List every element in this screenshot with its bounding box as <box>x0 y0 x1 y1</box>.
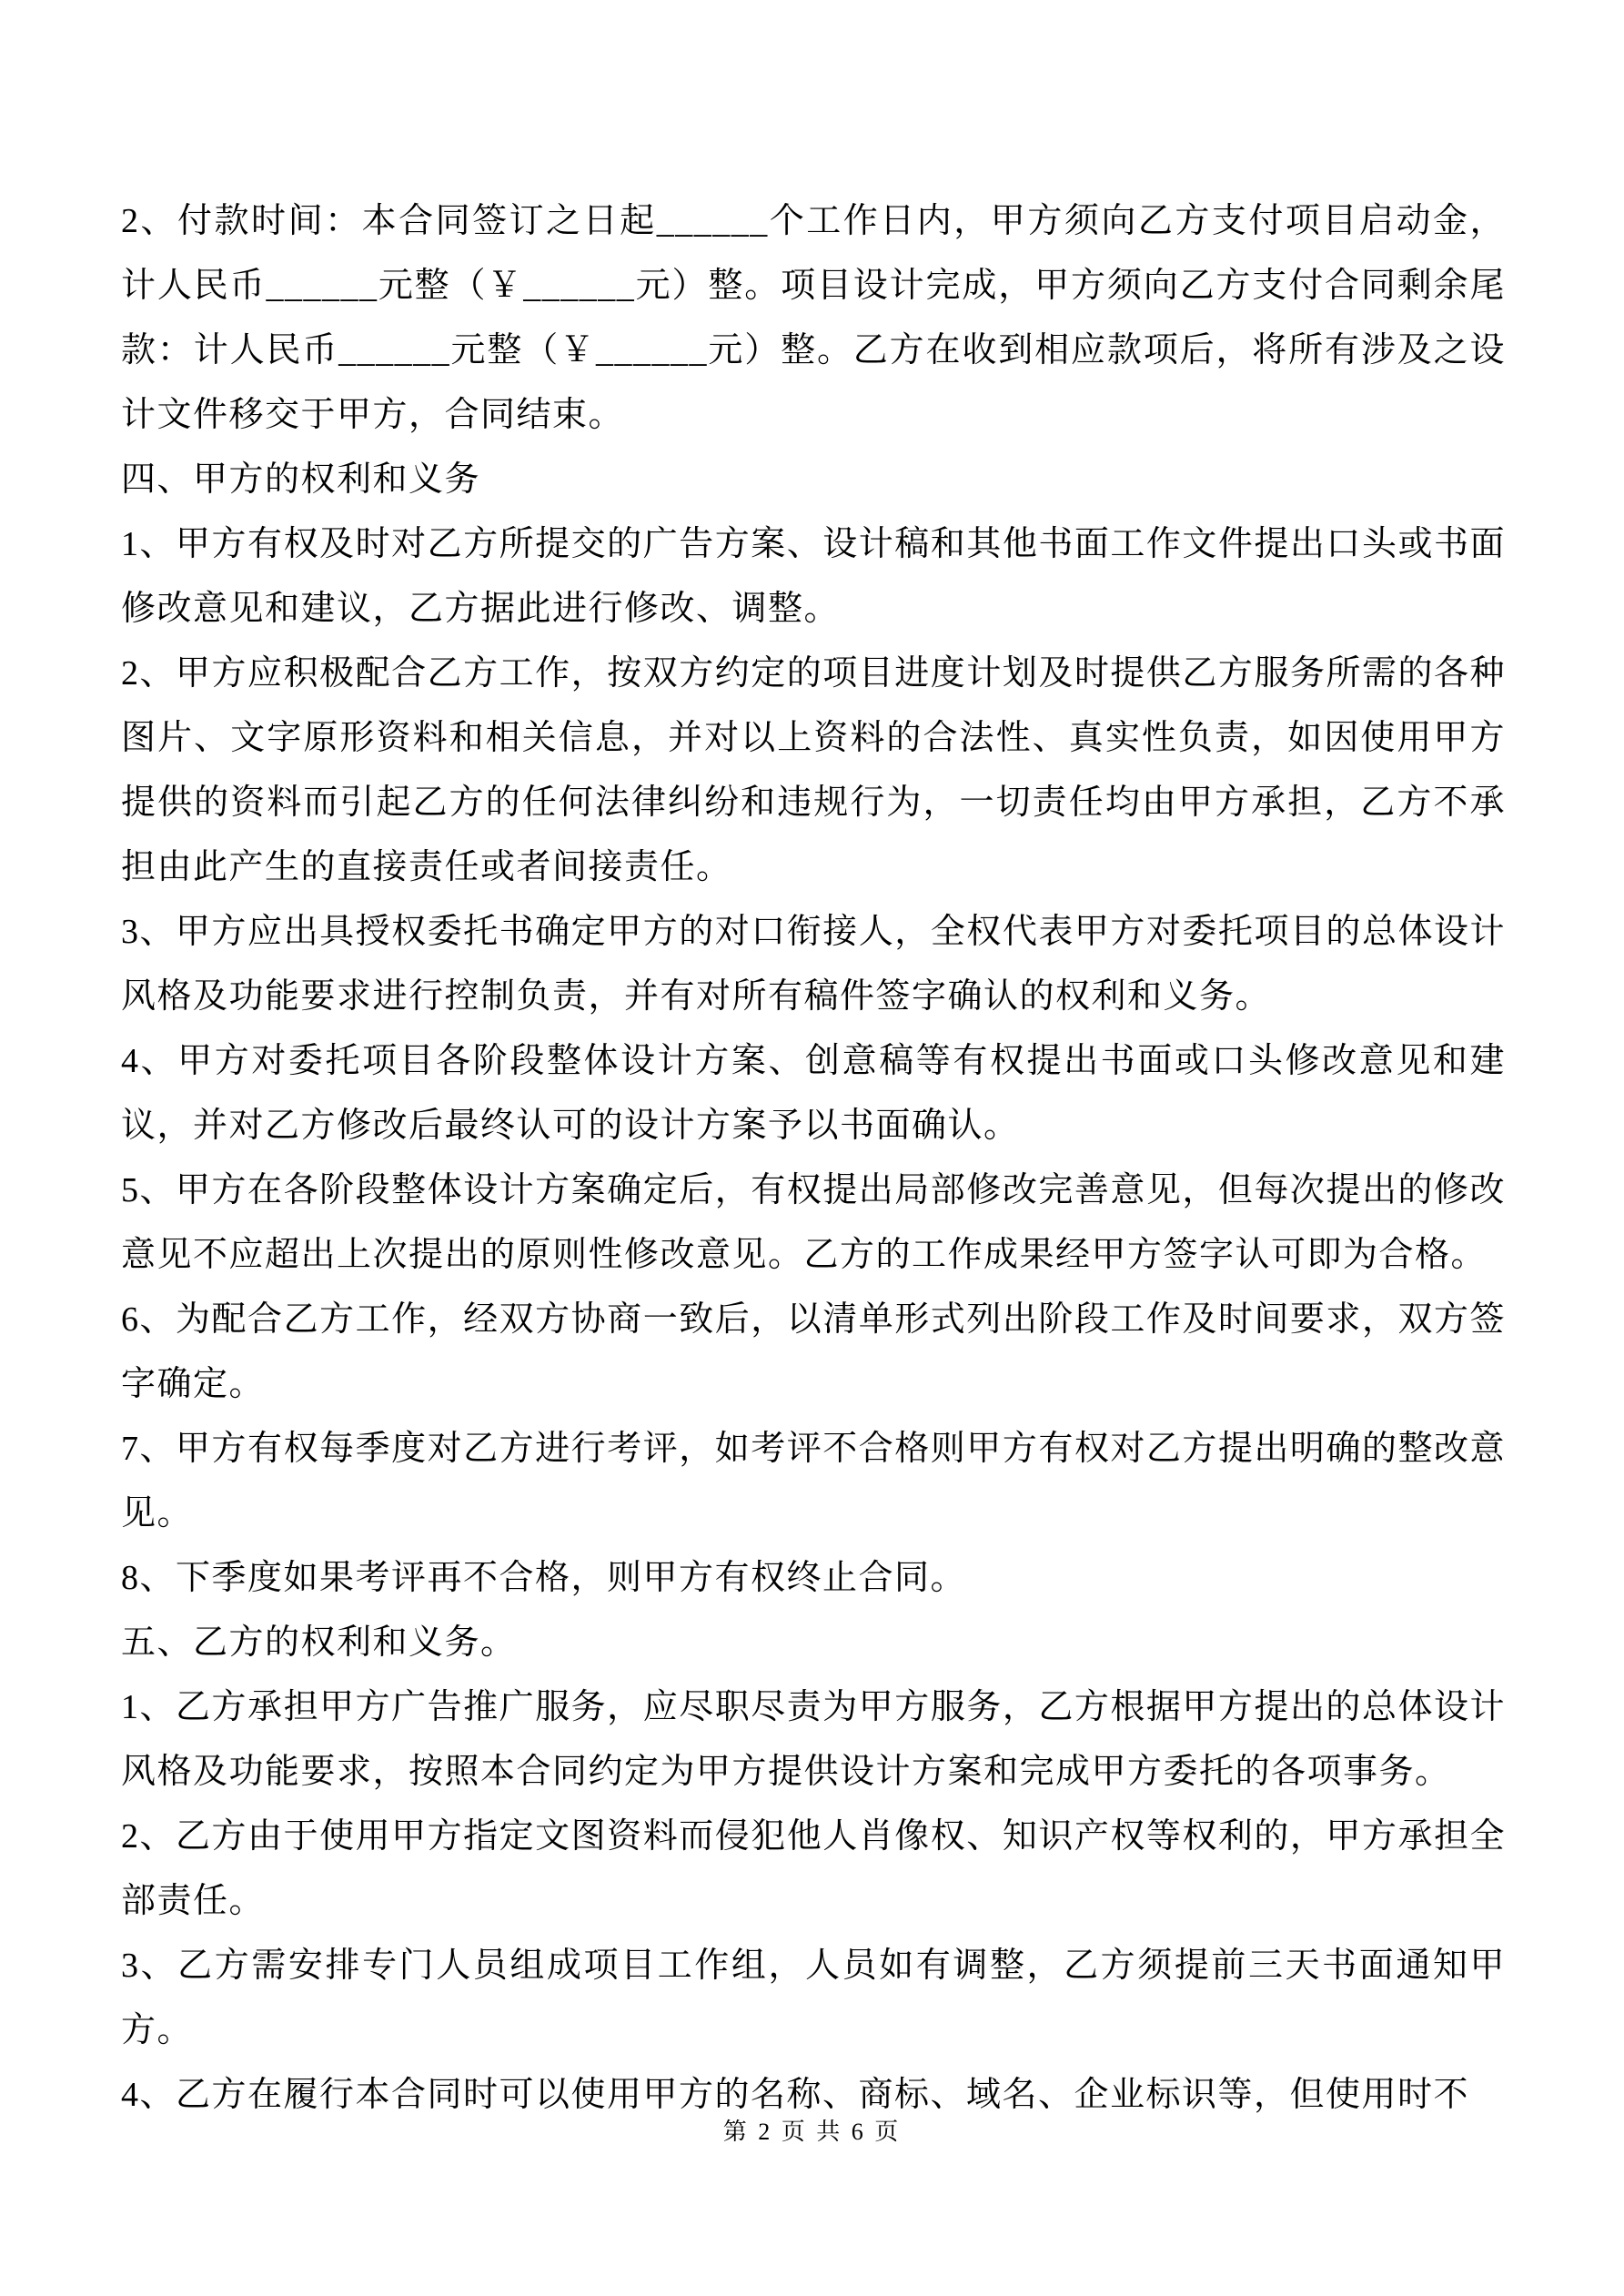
party-a-clause-2: 2、甲方应积极配合乙方工作，按双方约定的项目进度计划及时提供乙方服务所需的各种图片、文字原形资料和相关信息，并对以上资料的合法性、真实性负责，如因使用甲方提供的资料而引起乙方的任何法律纠纷和违规行为，一切责任均由甲方承担，乙方不承担由此产生的直接责任或者间接责任。 <box>121 654 1506 886</box>
party-a-clause-7: 7、甲方有权每季度对乙方进行考评，如考评不合格则甲方有权对乙方提出明确的整改意见。 <box>121 1430 1506 1532</box>
party-a-clause-4: 4、甲方对委托项目各阶段整体设计方案、创意稿等有权提出书面或口头修改意见和建议，并对乙方修改后最终认可的设计方案予以书面确认。 <box>121 1042 1506 1145</box>
party-a-clause-5: 5、甲方在各阶段整体设计方案确定后，有权提出局部修改完善意见，但每次提出的修改意见不应超出上次提出的原则性修改意见。乙方的工作成果经甲方签字认可即为合格。 <box>121 1171 1506 1274</box>
party-b-clause-2: 2、乙方由于使用甲方指定文图资料而侵犯他人肖像权、知识产权等权利的，甲方承担全部责任。 <box>121 1817 1506 1920</box>
party-b-clause-3: 3、乙方需安排专门人员组成项目工作组，人员如有调整，乙方须提前三天书面通知甲方。 <box>121 1947 1506 2049</box>
party-a-clause-6: 6、为配合乙方工作，经双方协商一致后，以清单形式列出阶段工作及时间要求，双方签字确定。 <box>121 1300 1506 1403</box>
party-b-clause-1: 1、乙方承担甲方广告推广服务，应尽职尽责为甲方服务，乙方根据甲方提出的总体设计风格及功能要求，按照本合同约定为甲方提供设计方案和完成甲方委托的各项事务。 <box>121 1688 1506 1791</box>
payment-terms-paragraph: 2、付款时间：本合同签订之日起______个工作日内，甲方须向乙方支付项目启动金，计人民币______元整（￥______元）整。项目设计完成，甲方须向乙方支付合同剩余尾款：计人民币______元整（￥______元）整。乙方在收到相应款项后，将所有涉及之设计文件移交于甲方，合同结束。 <box>121 202 1506 434</box>
page-number-footer: 第 2 页 共 6 页 <box>722 2119 902 2145</box>
document-body <box>121 189 1506 2128</box>
section-heading-party-a-rights: 四、甲方的权利和义务 <box>121 460 481 499</box>
party-a-clause-3: 3、甲方应出具授权委托书确定甲方的对口衔接人，全权代表甲方对委托项目的总体设计风格及功能要求进行控制负责，并有对所有稿件签字确认的权利和义务。 <box>121 913 1506 1016</box>
party-b-clause-4-truncated: 4、乙方在履行本合同时可以使用甲方的名称、商标、域名、企业标识等，但使用时不 <box>121 2076 1470 2114</box>
section-heading-party-b-rights: 五、乙方的权利和义务。 <box>121 1623 517 1662</box>
party-a-clause-1: 1、甲方有权及时对乙方所提交的广告方案、设计稿和其他书面工作文件提出口头或书面修改意见和建议，乙方据此进行修改、调整。 <box>121 525 1506 628</box>
party-a-clause-8: 8、下季度如果考评再不合格，则甲方有权终止合同。 <box>121 1559 967 1597</box>
